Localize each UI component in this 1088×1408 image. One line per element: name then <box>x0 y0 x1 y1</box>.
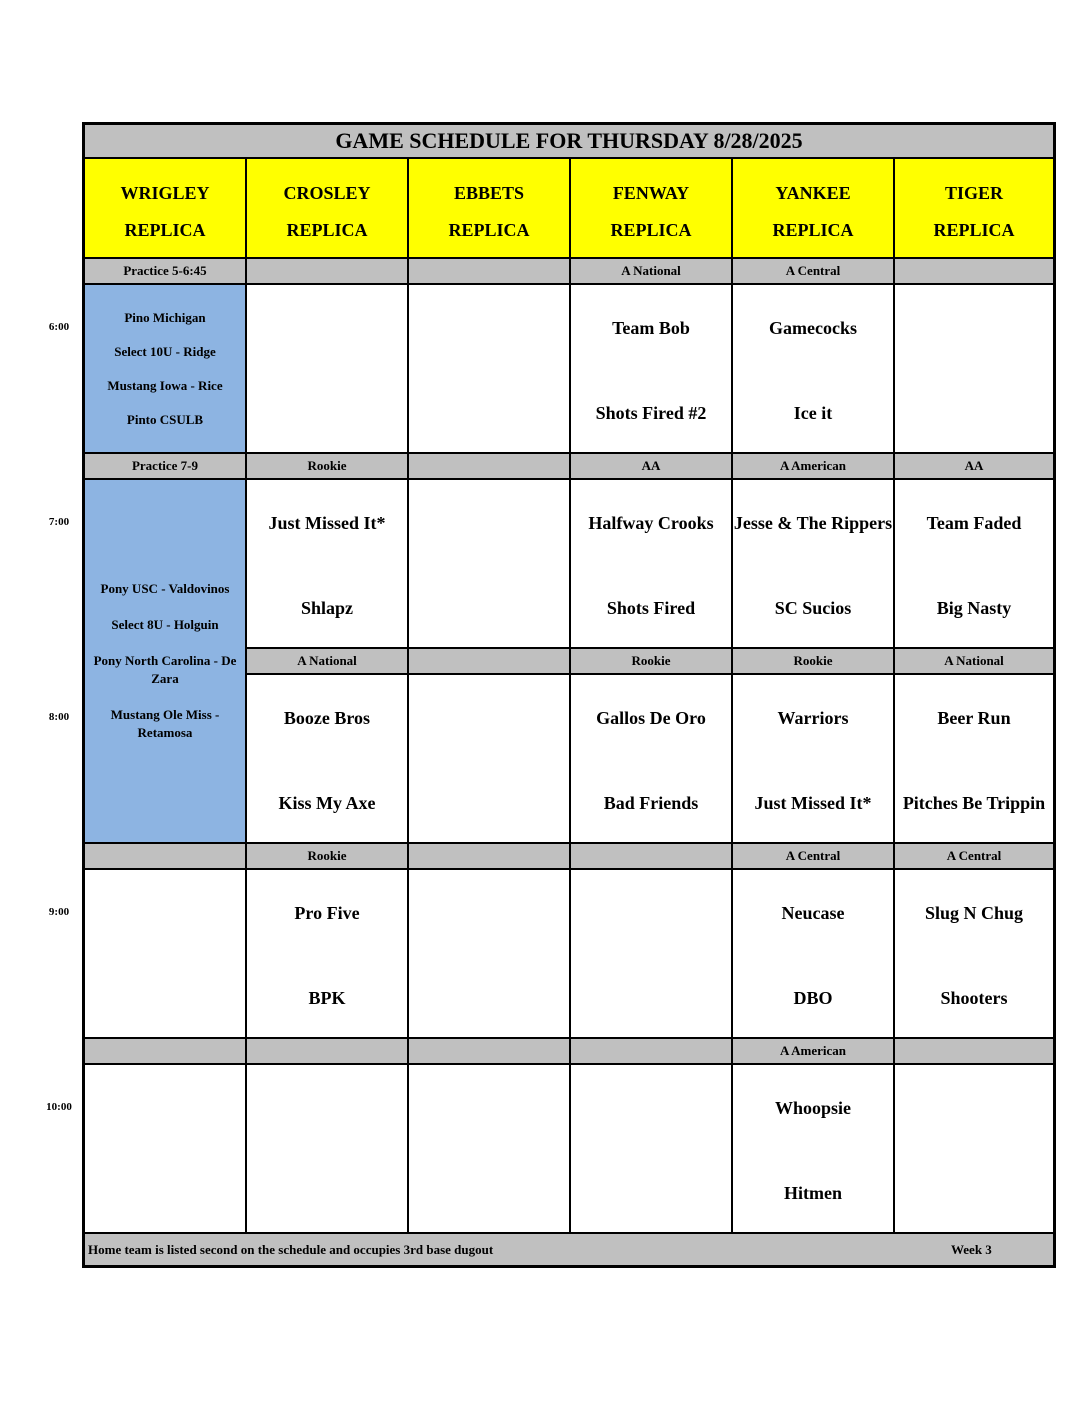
game-slot <box>409 1065 571 1234</box>
division-label: AA <box>571 454 733 480</box>
game-slot <box>409 285 571 454</box>
away-team: Slug N Chug <box>924 903 1024 923</box>
schedule-title: GAME SCHEDULE FOR THURSDAY 8/28/2025 <box>85 125 1053 159</box>
division-label: AA <box>895 454 1053 480</box>
division-label <box>247 1039 409 1065</box>
venue-header <box>247 159 409 259</box>
game-slot <box>895 1065 1053 1234</box>
venue-header <box>571 159 733 259</box>
game-slot <box>733 675 895 844</box>
home-team: Shots Fired #2 <box>595 403 707 423</box>
away-team: Beer Run <box>937 708 1011 728</box>
game-slot <box>247 285 409 454</box>
practice-team: Mustang Ole Miss - Retamosa <box>110 707 220 740</box>
home-team: Bad Friends <box>603 793 699 813</box>
division-label: A National <box>571 259 733 285</box>
division-label: Rookie <box>247 844 409 870</box>
game-slot <box>85 1065 247 1234</box>
home-team: Ice it <box>793 403 833 423</box>
game-slot <box>895 870 1053 1039</box>
division-label <box>409 259 571 285</box>
time-label: 7:00 <box>48 516 70 528</box>
away-team: Just Missed It* <box>268 513 386 533</box>
game-slot <box>895 675 1053 844</box>
division-label: Practice 7-9 <box>85 454 247 480</box>
venue-name: FENWAY <box>612 183 690 203</box>
home-team: BPK <box>308 988 346 1008</box>
division-label: A National <box>247 649 409 675</box>
division-label <box>409 844 571 870</box>
week-label: Week 3 <box>951 1241 992 1257</box>
game-slot <box>247 480 409 649</box>
home-team: Shots Fired <box>606 598 696 618</box>
away-team: Booze Bros <box>283 708 371 728</box>
time-label: 10:00 <box>46 1101 72 1113</box>
division-label: Rookie <box>733 649 895 675</box>
home-team: Pitches Be Trippin <box>902 793 1046 813</box>
home-team: Big Nasty <box>936 598 1012 618</box>
practice-block <box>85 285 247 454</box>
venue-name: EBBETS <box>453 183 525 203</box>
away-team: Warriors <box>777 708 849 728</box>
schedule-table <box>82 122 1056 1268</box>
division-label: A American <box>733 1039 895 1065</box>
venue-subtitle: REPLICA <box>286 220 368 240</box>
division-label: Rookie <box>571 649 733 675</box>
game-slot <box>247 675 409 844</box>
practice-team: Pinto CSULB <box>126 411 204 427</box>
division-label: Rookie <box>247 454 409 480</box>
game-slot <box>733 285 895 454</box>
practice-team: Pony North Carolina - De Zara <box>93 653 237 686</box>
game-slot <box>571 480 733 649</box>
venue-name: YANKEE <box>775 183 851 203</box>
division-label <box>247 259 409 285</box>
practice-team: Pino Michigan <box>124 309 206 325</box>
game-slot <box>247 870 409 1039</box>
away-team: Neucase <box>781 903 845 923</box>
division-label <box>409 1039 571 1065</box>
time-label: 8:00 <box>48 711 70 723</box>
time-label: 6:00 <box>48 321 70 333</box>
away-team: Gallos De Oro <box>596 708 706 728</box>
venue-subtitle: REPLICA <box>610 220 692 240</box>
practice-team: Select 8U - Holguin <box>111 617 219 632</box>
venue-header <box>733 159 895 259</box>
venue-subtitle: REPLICA <box>124 220 206 240</box>
time-label: 9:00 <box>48 906 70 918</box>
home-team: Just Missed It* <box>754 793 872 813</box>
practice-team: Select 10U - Ridge <box>114 343 216 359</box>
division-label <box>409 649 571 675</box>
division-label <box>571 1039 733 1065</box>
game-slot <box>571 675 733 844</box>
practice-team: Mustang Iowa - Rice <box>107 377 223 393</box>
game-slot <box>409 870 571 1039</box>
venue-header <box>85 159 247 259</box>
division-label <box>85 1039 247 1065</box>
game-slot <box>571 870 733 1039</box>
division-label <box>571 844 733 870</box>
game-slot <box>733 1065 895 1234</box>
schedule-footer <box>85 1234 1053 1265</box>
away-team: Pro Five <box>294 903 360 923</box>
division-label <box>895 259 1053 285</box>
venue-name: CROSLEY <box>283 183 371 203</box>
practice-block <box>85 480 247 844</box>
away-team: Gamecocks <box>769 318 857 338</box>
venue-header <box>895 159 1053 259</box>
away-team: Team Faded <box>926 513 1022 533</box>
division-label: A American <box>733 454 895 480</box>
home-team: Shlapz <box>300 598 354 618</box>
footer-note: Home team is listed second on the schedule and occupies 3rd base dugout <box>88 1241 494 1257</box>
home-team: DBO <box>793 988 833 1008</box>
home-team: Hitmen <box>784 1183 842 1203</box>
venue-name: TIGER <box>944 183 1004 203</box>
home-team: SC Sucios <box>774 598 852 618</box>
division-label: Practice 5-6:45 <box>85 259 247 285</box>
venue-subtitle: REPLICA <box>933 220 1015 240</box>
division-label: A National <box>895 649 1053 675</box>
game-slot <box>895 480 1053 649</box>
division-label: A Central <box>733 844 895 870</box>
game-slot <box>247 1065 409 1234</box>
division-label: A Central <box>895 844 1053 870</box>
away-team: Halfway Crooks <box>588 513 714 533</box>
venue-name: WRIGLEY <box>120 183 210 203</box>
game-slot <box>733 480 895 649</box>
practice-team: Pony USC - Valdovinos <box>100 581 230 596</box>
division-label <box>409 454 571 480</box>
venue-header <box>409 159 571 259</box>
away-team: Team Bob <box>612 318 690 338</box>
away-team: Whoopsie <box>774 1098 852 1118</box>
game-slot <box>409 675 571 844</box>
game-slot <box>85 870 247 1039</box>
division-label <box>895 1039 1053 1065</box>
home-team: Kiss My Axe <box>278 793 376 813</box>
game-slot <box>895 285 1053 454</box>
game-slot <box>409 480 571 649</box>
game-slot <box>733 870 895 1039</box>
venue-subtitle: REPLICA <box>448 220 530 240</box>
away-team: Jesse & The Rippers <box>733 513 893 533</box>
game-slot <box>571 285 733 454</box>
venue-subtitle: REPLICA <box>772 220 854 240</box>
game-slot <box>571 1065 733 1234</box>
division-label <box>85 844 247 870</box>
home-team: Shooters <box>940 988 1008 1008</box>
division-label: A Central <box>733 259 895 285</box>
